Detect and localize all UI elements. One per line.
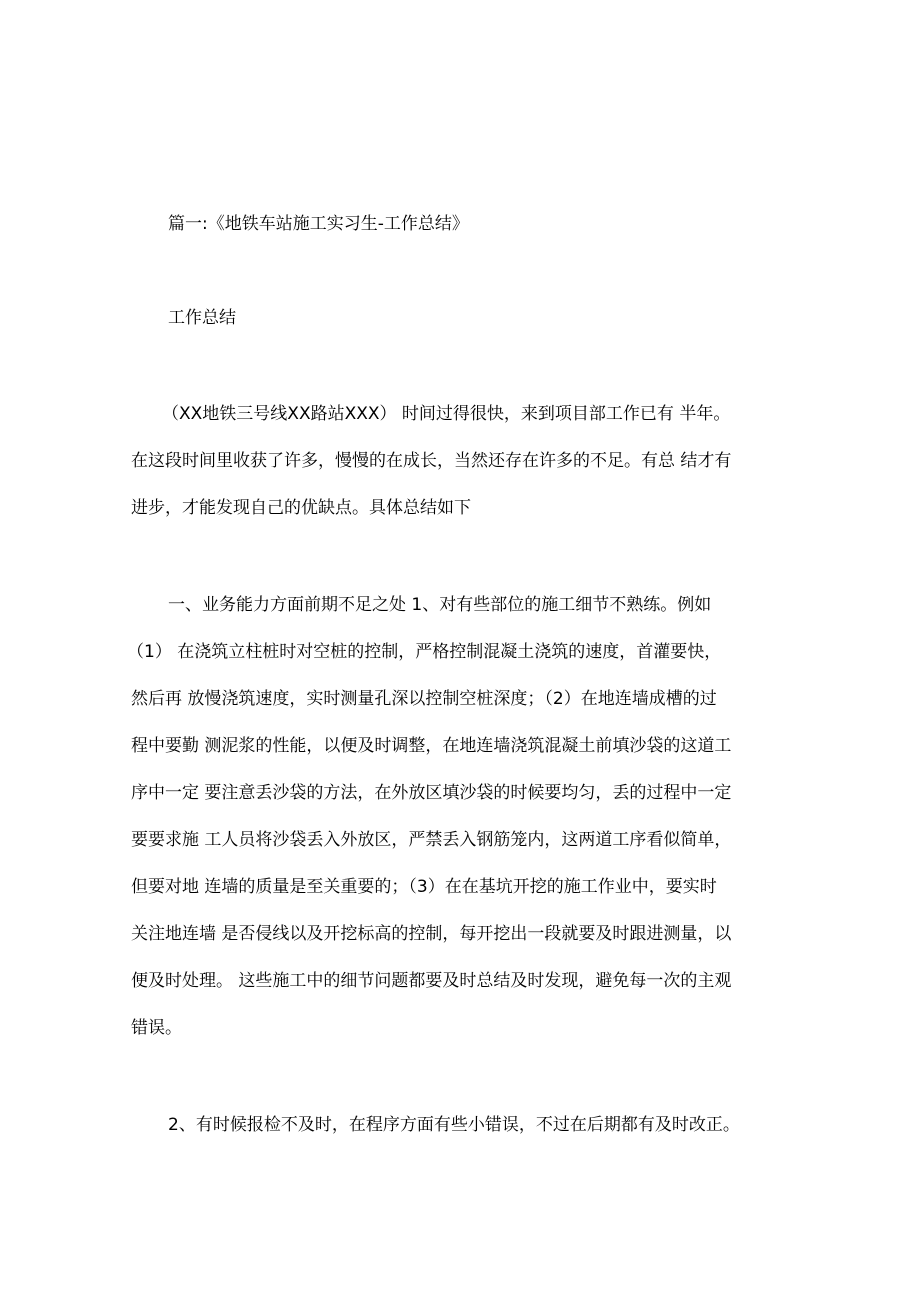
paragraph-line: 序中一定 要注意丢沙袋的方法，在外放区填沙袋的时候要均匀，丢的过程中一定	[131, 783, 732, 803]
paragraph-line: 程中要勤 测泥浆的性能，以便及时调整，在地连墙浇筑混凝土前填沙袋的这道工	[131, 736, 732, 756]
paragraph-line: 但要对地 连墙的质量是至关重要的；（3）在在基坑开挖的施工作业中，要实时	[131, 877, 717, 897]
paragraph-line: 在这段时间里收获了许多，慢慢的在成长，当然还存在许多的不足。有总 结才有	[131, 451, 732, 471]
paragraph-line: 要要求施 工人员将沙袋丢入外放区，严禁丢入钢筋笼内，这两道工序看似简单，	[131, 830, 732, 850]
paragraph-line: 一、业务能力方面前期不足之处 1、对有些部位的施工细节不熟练。例如	[168, 595, 712, 615]
paragraph-line: 进步，才能发现自己的优缺点。具体总结如下	[131, 498, 471, 518]
document-heading: 篇一:《地铁车站施工实习生-工作总结》	[168, 214, 469, 234]
paragraph-line: 便及时处理。 这些施工中的细节问题都要及时总结及时发现，避免每一次的主观	[131, 971, 732, 991]
paragraph-line: （XX地铁三号线XX路站XXX） 时间过得很快，来到项目部工作已有 半年。	[162, 404, 731, 424]
paragraph-line: 2、有时候报检不及时，在程序方面有些小错误，不过在后期都有及时改正。	[168, 1115, 740, 1135]
paragraph-line: （1） 在浇筑立柱桩时对空桩的控制，严格控制混凝土浇筑的速度，首灌要快，	[127, 642, 722, 662]
paragraph-line: 错误。	[131, 1018, 182, 1038]
document-subheading: 工作总结	[168, 308, 236, 328]
paragraph-line: 然后再 放慢浇筑速度，实时测量孔深以控制空桩深度；（2）在地连墙成槽的过	[131, 689, 717, 709]
paragraph-line: 关注地连墙 是否侵线以及开挖标高的控制，每开挖出一段就要及时跟进测量，以	[131, 924, 732, 944]
